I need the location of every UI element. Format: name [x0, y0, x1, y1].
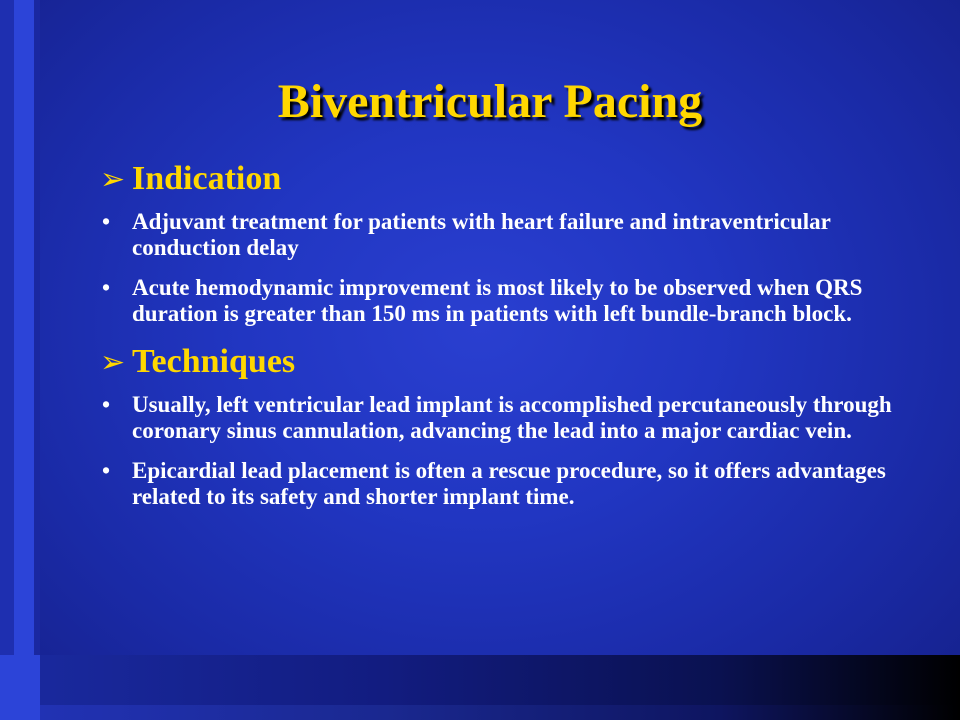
section-techniques — [100, 341, 900, 510]
bullet-list — [100, 209, 900, 327]
bullet-icon: • — [102, 275, 111, 300]
section-heading-label: Indication — [132, 160, 282, 197]
slide-content — [100, 158, 900, 524]
list-item — [100, 458, 900, 510]
section-heading — [100, 158, 900, 201]
list-item-text: Acute hemodynamic improvement is most likely to be observed when QRS duration is greater than 150 ms in patients with left bundle-branch block. — [132, 275, 863, 326]
section-heading — [100, 341, 900, 384]
bullet-icon: • — [102, 392, 111, 417]
slide-title: Biventricular Pacing — [277, 75, 703, 128]
section-indication — [100, 158, 900, 327]
decor-strip — [0, 705, 960, 720]
decor-bar — [14, 0, 34, 720]
arrow-right-icon: ➢ — [100, 162, 126, 197]
list-item — [100, 209, 900, 261]
bullet-icon: • — [102, 209, 111, 234]
list-item-text: Adjuvant treatment for patients with heart failure and intraventricular conduction delay — [132, 209, 831, 260]
list-item — [100, 275, 900, 327]
list-item-text: Usually, left ventricular lead implant is accomplished percutaneously through coronary sinus cannulation, advancing the lead into a major cardiac vein. — [132, 392, 892, 443]
decor-strip — [0, 655, 960, 705]
bullet-list — [100, 392, 900, 510]
decor-corner — [0, 655, 40, 720]
list-item-text: Epicardial lead placement is often a rescue procedure, so it offers advantages related to its safety and shorter implant time. — [132, 458, 886, 509]
list-item — [100, 392, 900, 444]
arrow-right-icon: ➢ — [100, 345, 126, 380]
bullet-icon: • — [102, 458, 111, 483]
decor-bar — [0, 0, 14, 720]
section-heading-label: Techniques — [132, 343, 296, 380]
